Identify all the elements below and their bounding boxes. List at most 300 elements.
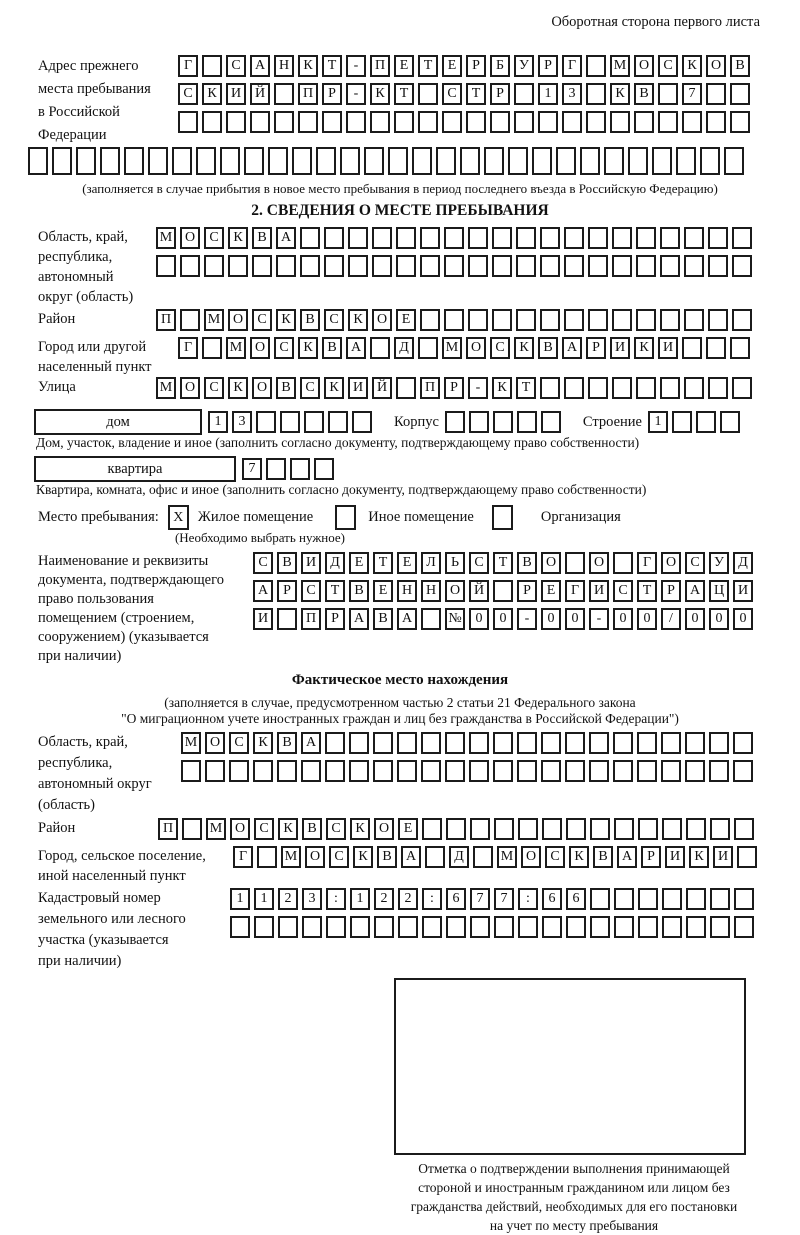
char-cell[interactable]: 7: [242, 458, 262, 480]
char-cell[interactable]: О: [252, 377, 272, 399]
char-cell[interactable]: [589, 760, 609, 782]
char-cell[interactable]: 1: [254, 888, 274, 910]
char-cell[interactable]: П: [158, 818, 178, 840]
char-cell[interactable]: Й: [250, 83, 270, 105]
char-cell[interactable]: 0: [469, 608, 489, 630]
char-cell[interactable]: [734, 888, 754, 910]
char-cell[interactable]: [612, 309, 632, 331]
char-cell[interactable]: Р: [466, 55, 486, 77]
char-cell[interactable]: С: [490, 337, 510, 359]
char-cell[interactable]: Б: [490, 55, 510, 77]
char-cell[interactable]: К: [610, 83, 630, 105]
char-cell[interactable]: 0: [733, 608, 753, 630]
char-cell[interactable]: Г: [178, 55, 198, 77]
char-cell[interactable]: [636, 309, 656, 331]
char-cell[interactable]: [516, 255, 536, 277]
char-cell[interactable]: 6: [446, 888, 466, 910]
char-cell[interactable]: [565, 552, 585, 574]
char-cell[interactable]: [682, 111, 702, 133]
char-cell[interactable]: Т: [418, 55, 438, 77]
char-cell[interactable]: [684, 255, 704, 277]
char-cell[interactable]: [444, 227, 464, 249]
char-cell[interactable]: [220, 147, 240, 175]
char-cell[interactable]: К: [276, 309, 296, 331]
char-cell[interactable]: Г: [178, 337, 198, 359]
char-cell[interactable]: К: [353, 846, 373, 868]
char-cell[interactable]: С: [300, 377, 320, 399]
char-cell[interactable]: 1: [230, 888, 250, 910]
char-cell[interactable]: В: [377, 846, 397, 868]
char-cell[interactable]: Р: [325, 608, 345, 630]
char-cell[interactable]: К: [278, 818, 298, 840]
char-cell[interactable]: [469, 760, 489, 782]
char-cell[interactable]: [652, 147, 672, 175]
stay-option-residential-checkbox[interactable]: X: [168, 505, 189, 530]
char-cell[interactable]: А: [253, 580, 273, 602]
char-cell[interactable]: [226, 111, 246, 133]
char-cell[interactable]: В: [517, 552, 537, 574]
char-cell[interactable]: [660, 227, 680, 249]
char-cell[interactable]: /: [661, 608, 681, 630]
char-cell[interactable]: [298, 111, 318, 133]
char-cell[interactable]: А: [685, 580, 705, 602]
char-cell[interactable]: [348, 255, 368, 277]
char-cell[interactable]: С: [324, 309, 344, 331]
char-cell[interactable]: А: [617, 846, 637, 868]
char-cell[interactable]: [586, 111, 606, 133]
char-cell[interactable]: С: [469, 552, 489, 574]
char-cell[interactable]: А: [349, 608, 369, 630]
char-cell[interactable]: Ц: [709, 580, 729, 602]
char-cell[interactable]: Т: [516, 377, 536, 399]
char-cell[interactable]: [685, 732, 705, 754]
char-cell[interactable]: Т: [466, 83, 486, 105]
char-cell[interactable]: Е: [373, 580, 393, 602]
char-cell[interactable]: [388, 147, 408, 175]
char-cell[interactable]: [588, 309, 608, 331]
char-cell[interactable]: [661, 732, 681, 754]
char-cell[interactable]: :: [518, 888, 538, 910]
char-cell[interactable]: А: [346, 337, 366, 359]
char-cell[interactable]: [508, 147, 528, 175]
char-cell[interactable]: [445, 732, 465, 754]
char-cell[interactable]: [660, 309, 680, 331]
char-cell[interactable]: С: [658, 55, 678, 77]
char-cell[interactable]: [394, 111, 414, 133]
char-cell[interactable]: [460, 147, 480, 175]
char-cell[interactable]: Р: [517, 580, 537, 602]
char-cell[interactable]: [590, 916, 610, 938]
char-cell[interactable]: [349, 760, 369, 782]
char-cell[interactable]: [322, 111, 342, 133]
house-box[interactable]: дом: [34, 409, 202, 435]
char-cell[interactable]: [124, 147, 144, 175]
char-cell[interactable]: [304, 411, 324, 433]
char-cell[interactable]: [446, 916, 466, 938]
char-cell[interactable]: О: [521, 846, 541, 868]
char-cell[interactable]: М: [497, 846, 517, 868]
char-cell[interactable]: Р: [538, 55, 558, 77]
char-cell[interactable]: [316, 147, 336, 175]
char-cell[interactable]: [542, 818, 562, 840]
char-cell[interactable]: [638, 818, 658, 840]
char-cell[interactable]: В: [300, 309, 320, 331]
char-cell[interactable]: С: [613, 580, 633, 602]
char-cell[interactable]: [709, 760, 729, 782]
char-cell[interactable]: Д: [449, 846, 469, 868]
char-cell[interactable]: [588, 255, 608, 277]
char-cell[interactable]: 3: [562, 83, 582, 105]
char-cell[interactable]: И: [610, 337, 630, 359]
char-cell[interactable]: [148, 147, 168, 175]
char-cell[interactable]: [278, 916, 298, 938]
char-cell[interactable]: [562, 111, 582, 133]
char-cell[interactable]: В: [277, 552, 297, 574]
char-cell[interactable]: [396, 377, 416, 399]
char-cell[interactable]: [710, 888, 730, 910]
char-cell[interactable]: В: [302, 818, 322, 840]
char-cell[interactable]: М: [204, 309, 224, 331]
char-cell[interactable]: 7: [470, 888, 490, 910]
char-cell[interactable]: [182, 818, 202, 840]
char-cell[interactable]: [706, 111, 726, 133]
char-cell[interactable]: [484, 147, 504, 175]
char-cell[interactable]: [346, 111, 366, 133]
char-cell[interactable]: [720, 411, 740, 433]
char-cell[interactable]: [517, 411, 537, 433]
char-cell[interactable]: [181, 760, 201, 782]
char-cell[interactable]: [445, 411, 465, 433]
char-cell[interactable]: И: [658, 337, 678, 359]
char-cell[interactable]: [604, 147, 624, 175]
char-cell[interactable]: Р: [661, 580, 681, 602]
char-cell[interactable]: 1: [208, 411, 228, 433]
char-cell[interactable]: К: [682, 55, 702, 77]
char-cell[interactable]: Е: [396, 309, 416, 331]
char-cell[interactable]: Р: [444, 377, 464, 399]
char-cell[interactable]: -: [468, 377, 488, 399]
char-cell[interactable]: И: [713, 846, 733, 868]
char-cell[interactable]: [204, 255, 224, 277]
char-cell[interactable]: [277, 760, 297, 782]
char-cell[interactable]: [352, 411, 372, 433]
char-cell[interactable]: [370, 337, 390, 359]
char-cell[interactable]: [468, 227, 488, 249]
char-cell[interactable]: [340, 147, 360, 175]
char-cell[interactable]: [614, 916, 634, 938]
char-cell[interactable]: [196, 147, 216, 175]
char-cell[interactable]: [637, 760, 657, 782]
char-cell[interactable]: [100, 147, 120, 175]
char-cell[interactable]: В: [322, 337, 342, 359]
char-cell[interactable]: [628, 147, 648, 175]
char-cell[interactable]: С: [253, 552, 273, 574]
char-cell[interactable]: [658, 111, 678, 133]
char-cell[interactable]: О: [634, 55, 654, 77]
char-cell[interactable]: 3: [232, 411, 252, 433]
char-cell[interactable]: [421, 608, 441, 630]
char-cell[interactable]: 0: [493, 608, 513, 630]
char-cell[interactable]: [469, 411, 489, 433]
char-cell[interactable]: 1: [648, 411, 668, 433]
char-cell[interactable]: [301, 760, 321, 782]
char-cell[interactable]: 6: [542, 888, 562, 910]
char-cell[interactable]: [420, 255, 440, 277]
char-cell[interactable]: [277, 608, 297, 630]
char-cell[interactable]: [730, 111, 750, 133]
char-cell[interactable]: К: [634, 337, 654, 359]
char-cell[interactable]: [473, 846, 493, 868]
char-cell[interactable]: [302, 916, 322, 938]
char-cell[interactable]: Т: [394, 83, 414, 105]
char-cell[interactable]: Е: [394, 55, 414, 77]
char-cell[interactable]: [326, 916, 346, 938]
char-cell[interactable]: [710, 818, 730, 840]
char-cell[interactable]: [280, 411, 300, 433]
stay-option-other-checkbox[interactable]: [335, 505, 356, 530]
char-cell[interactable]: [737, 846, 757, 868]
char-cell[interactable]: [516, 227, 536, 249]
char-cell[interactable]: Р: [322, 83, 342, 105]
char-cell[interactable]: 0: [709, 608, 729, 630]
char-cell[interactable]: [686, 888, 706, 910]
char-cell[interactable]: [252, 255, 272, 277]
char-cell[interactable]: [250, 111, 270, 133]
char-cell[interactable]: С: [326, 818, 346, 840]
char-cell[interactable]: [660, 255, 680, 277]
char-cell[interactable]: И: [253, 608, 273, 630]
char-cell[interactable]: [325, 760, 345, 782]
char-cell[interactable]: С: [329, 846, 349, 868]
char-cell[interactable]: И: [733, 580, 753, 602]
char-cell[interactable]: [732, 227, 752, 249]
char-cell[interactable]: Г: [637, 552, 657, 574]
char-cell[interactable]: Й: [372, 377, 392, 399]
char-cell[interactable]: [490, 111, 510, 133]
char-cell[interactable]: [724, 147, 744, 175]
char-cell[interactable]: [706, 337, 726, 359]
char-cell[interactable]: С: [178, 83, 198, 105]
char-cell[interactable]: [180, 309, 200, 331]
char-cell[interactable]: М: [610, 55, 630, 77]
char-cell[interactable]: [556, 147, 576, 175]
char-cell[interactable]: К: [228, 227, 248, 249]
char-cell[interactable]: А: [276, 227, 296, 249]
char-cell[interactable]: П: [370, 55, 390, 77]
char-cell[interactable]: О: [230, 818, 250, 840]
char-cell[interactable]: [364, 147, 384, 175]
char-cell[interactable]: [494, 818, 514, 840]
char-cell[interactable]: [686, 818, 706, 840]
char-cell[interactable]: [372, 255, 392, 277]
char-cell[interactable]: [676, 147, 696, 175]
char-cell[interactable]: [565, 732, 585, 754]
char-cell[interactable]: П: [420, 377, 440, 399]
char-cell[interactable]: [205, 760, 225, 782]
char-cell[interactable]: 2: [278, 888, 298, 910]
char-cell[interactable]: [493, 760, 513, 782]
char-cell[interactable]: [492, 309, 512, 331]
char-cell[interactable]: [276, 255, 296, 277]
char-cell[interactable]: [518, 916, 538, 938]
char-cell[interactable]: У: [514, 55, 534, 77]
char-cell[interactable]: [244, 147, 264, 175]
char-cell[interactable]: [494, 916, 514, 938]
char-cell[interactable]: [541, 760, 561, 782]
char-cell[interactable]: А: [397, 608, 417, 630]
char-cell[interactable]: Т: [322, 55, 342, 77]
char-cell[interactable]: [672, 411, 692, 433]
char-cell[interactable]: Р: [641, 846, 661, 868]
char-cell[interactable]: О: [305, 846, 325, 868]
char-cell[interactable]: [228, 255, 248, 277]
char-cell[interactable]: Г: [233, 846, 253, 868]
char-cell[interactable]: В: [538, 337, 558, 359]
char-cell[interactable]: О: [372, 309, 392, 331]
char-cell[interactable]: [636, 255, 656, 277]
stay-option-organization-checkbox[interactable]: [492, 505, 513, 530]
char-cell[interactable]: Г: [562, 55, 582, 77]
char-cell[interactable]: [514, 83, 534, 105]
char-cell[interactable]: [580, 147, 600, 175]
char-cell[interactable]: [588, 377, 608, 399]
char-cell[interactable]: [564, 309, 584, 331]
char-cell[interactable]: [396, 255, 416, 277]
char-cell[interactable]: А: [250, 55, 270, 77]
char-cell[interactable]: [706, 83, 726, 105]
char-cell[interactable]: [180, 255, 200, 277]
char-cell[interactable]: С: [685, 552, 705, 574]
char-cell[interactable]: В: [593, 846, 613, 868]
char-cell[interactable]: П: [298, 83, 318, 105]
char-cell[interactable]: [566, 916, 586, 938]
char-cell[interactable]: [730, 337, 750, 359]
char-cell[interactable]: Т: [637, 580, 657, 602]
char-cell[interactable]: О: [445, 580, 465, 602]
char-cell[interactable]: 6: [566, 888, 586, 910]
char-cell[interactable]: [614, 888, 634, 910]
char-cell[interactable]: [442, 111, 462, 133]
char-cell[interactable]: Р: [586, 337, 606, 359]
char-cell[interactable]: [52, 147, 72, 175]
char-cell[interactable]: [733, 760, 753, 782]
char-cell[interactable]: И: [348, 377, 368, 399]
char-cell[interactable]: [445, 760, 465, 782]
char-cell[interactable]: О: [466, 337, 486, 359]
char-cell[interactable]: Р: [277, 580, 297, 602]
char-cell[interactable]: -: [517, 608, 537, 630]
char-cell[interactable]: 0: [565, 608, 585, 630]
char-cell[interactable]: К: [202, 83, 222, 105]
char-cell[interactable]: [156, 255, 176, 277]
char-cell[interactable]: Л: [421, 552, 441, 574]
char-cell[interactable]: :: [326, 888, 346, 910]
char-cell[interactable]: [564, 255, 584, 277]
char-cell[interactable]: В: [276, 377, 296, 399]
char-cell[interactable]: [586, 55, 606, 77]
char-cell[interactable]: О: [706, 55, 726, 77]
char-cell[interactable]: О: [228, 309, 248, 331]
char-cell[interactable]: Н: [397, 580, 417, 602]
char-cell[interactable]: [28, 147, 48, 175]
char-cell[interactable]: [229, 760, 249, 782]
char-cell[interactable]: Д: [325, 552, 345, 574]
char-cell[interactable]: -: [346, 55, 366, 77]
char-cell[interactable]: [638, 888, 658, 910]
char-cell[interactable]: [732, 309, 752, 331]
char-cell[interactable]: О: [180, 227, 200, 249]
char-cell[interactable]: [661, 760, 681, 782]
char-cell[interactable]: [532, 147, 552, 175]
char-cell[interactable]: [638, 916, 658, 938]
char-cell[interactable]: [492, 255, 512, 277]
char-cell[interactable]: [709, 732, 729, 754]
char-cell[interactable]: [685, 760, 705, 782]
apartment-box[interactable]: квартира: [34, 456, 236, 482]
char-cell[interactable]: [518, 818, 538, 840]
char-cell[interactable]: [590, 888, 610, 910]
char-cell[interactable]: [732, 255, 752, 277]
char-cell[interactable]: -: [589, 608, 609, 630]
char-cell[interactable]: -: [346, 83, 366, 105]
char-cell[interactable]: [466, 111, 486, 133]
char-cell[interactable]: [710, 916, 730, 938]
char-cell[interactable]: 1: [350, 888, 370, 910]
char-cell[interactable]: [422, 916, 442, 938]
char-cell[interactable]: Е: [541, 580, 561, 602]
char-cell[interactable]: 0: [637, 608, 657, 630]
char-cell[interactable]: К: [350, 818, 370, 840]
char-cell[interactable]: У: [709, 552, 729, 574]
char-cell[interactable]: К: [298, 337, 318, 359]
char-cell[interactable]: [588, 227, 608, 249]
char-cell[interactable]: [564, 227, 584, 249]
char-cell[interactable]: Е: [349, 552, 369, 574]
char-cell[interactable]: [230, 916, 250, 938]
char-cell[interactable]: [290, 458, 310, 480]
char-cell[interactable]: [274, 111, 294, 133]
char-cell[interactable]: А: [301, 732, 321, 754]
char-cell[interactable]: С: [254, 818, 274, 840]
char-cell[interactable]: [418, 111, 438, 133]
char-cell[interactable]: [300, 227, 320, 249]
char-cell[interactable]: [636, 227, 656, 249]
char-cell[interactable]: [274, 83, 294, 105]
char-cell[interactable]: В: [252, 227, 272, 249]
char-cell[interactable]: [517, 760, 537, 782]
char-cell[interactable]: И: [665, 846, 685, 868]
char-cell[interactable]: Е: [398, 818, 418, 840]
char-cell[interactable]: К: [324, 377, 344, 399]
char-cell[interactable]: К: [298, 55, 318, 77]
char-cell[interactable]: [540, 309, 560, 331]
char-cell[interactable]: Р: [490, 83, 510, 105]
char-cell[interactable]: [540, 227, 560, 249]
char-cell[interactable]: [612, 255, 632, 277]
char-cell[interactable]: П: [156, 309, 176, 331]
char-cell[interactable]: К: [253, 732, 273, 754]
char-cell[interactable]: М: [156, 377, 176, 399]
char-cell[interactable]: [444, 255, 464, 277]
char-cell[interactable]: [172, 147, 192, 175]
char-cell[interactable]: [708, 227, 728, 249]
char-cell[interactable]: [613, 760, 633, 782]
char-cell[interactable]: И: [226, 83, 246, 105]
char-cell[interactable]: 1: [538, 83, 558, 105]
char-cell[interactable]: [76, 147, 96, 175]
char-cell[interactable]: [492, 227, 512, 249]
char-cell[interactable]: [418, 83, 438, 105]
